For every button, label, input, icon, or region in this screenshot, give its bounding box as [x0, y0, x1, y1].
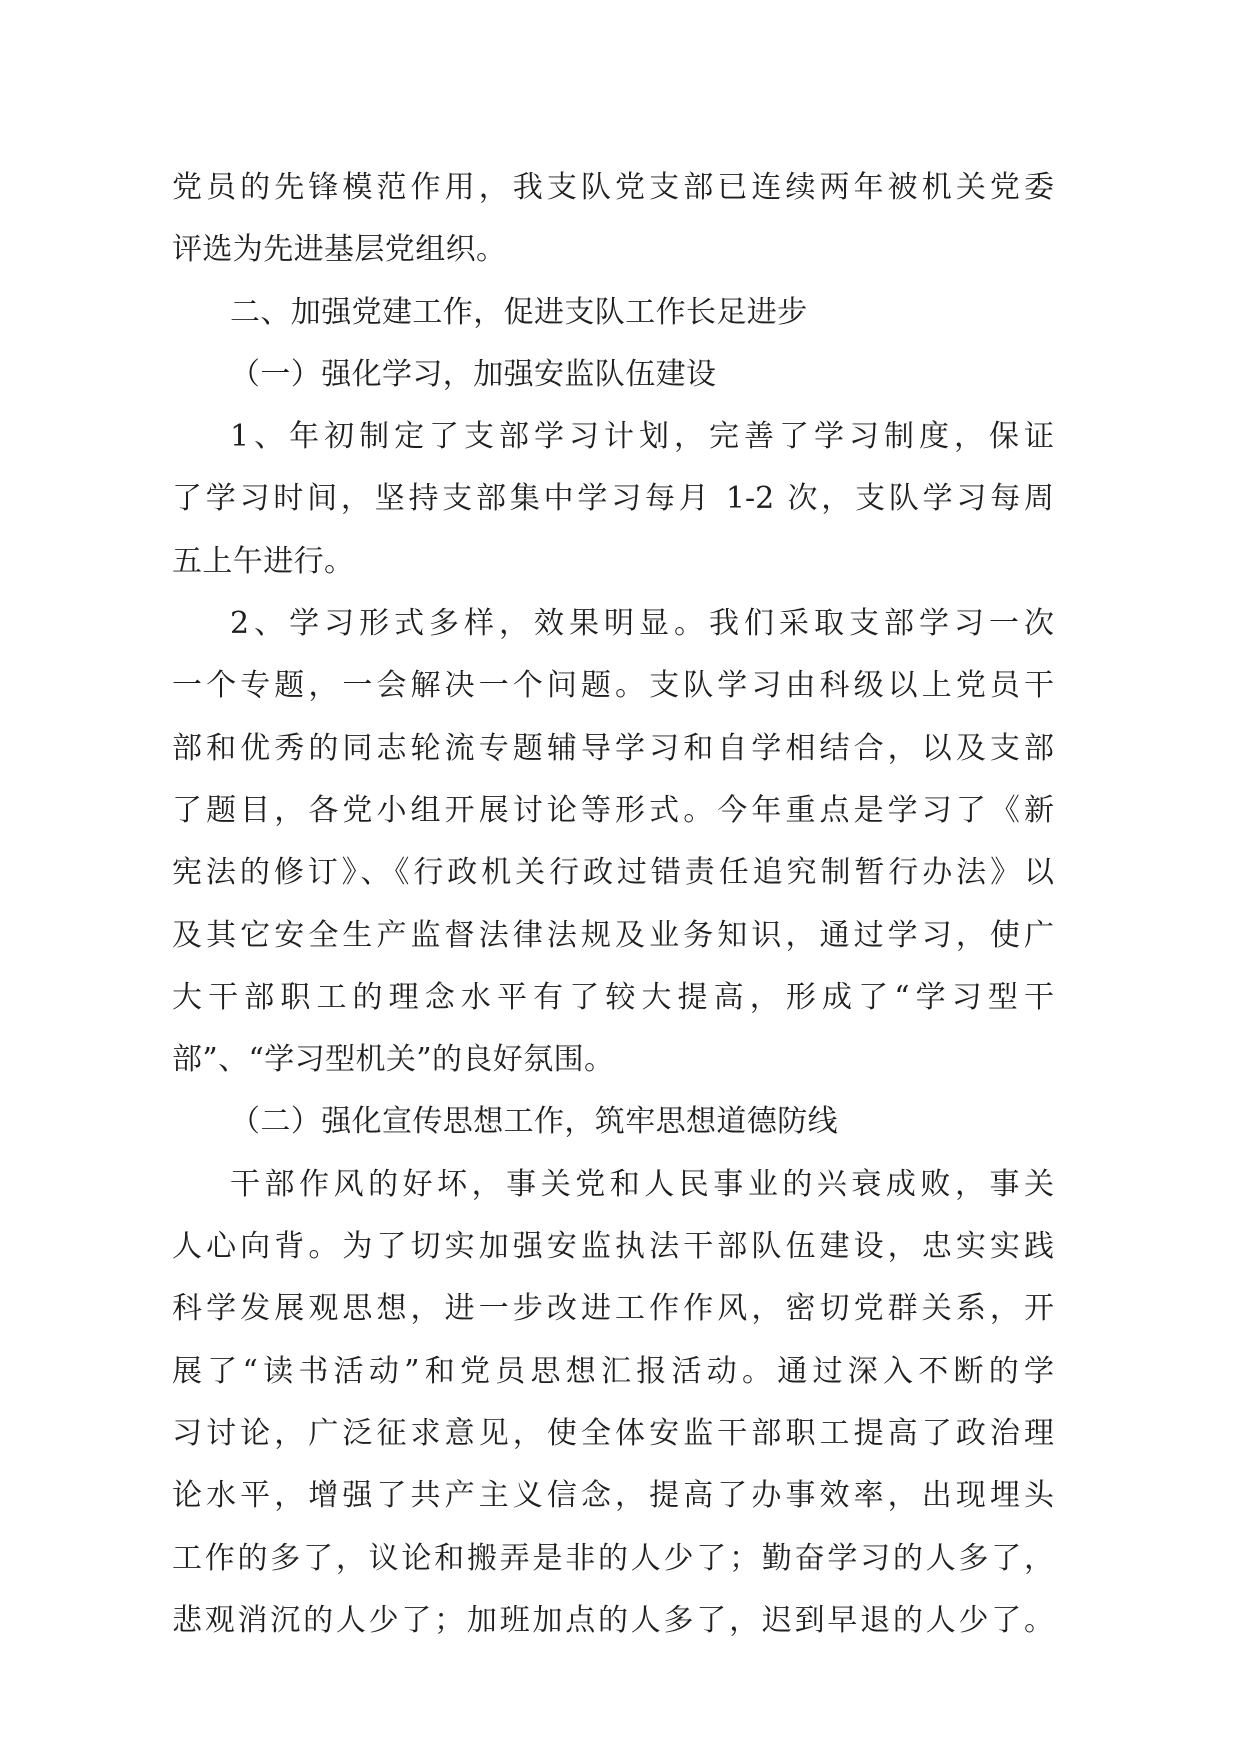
- section-heading: [172, 282, 1054, 344]
- text-line: 了学习时间，坚持支部集中学习每月 1-2 次，支队学习每周: [172, 481, 1054, 517]
- text-line: 干部作风的好坏，事关党和人民事业的兴衰成败，事关: [230, 1166, 1054, 1202]
- text-line: 习讨论，广泛征求意见，使全体安监干部职工提高了政治理: [172, 1415, 1054, 1451]
- document-body: [172, 157, 1054, 1652]
- text-line: 科学发展观思想，进一步改进工作作风，密切党群关系，开: [172, 1291, 1054, 1327]
- text-line: 五上午进行。: [172, 543, 355, 579]
- text-line: 及其它安全生产监督法律法规及业务知识，通过学习，使广: [172, 917, 1054, 953]
- text-line: 大干部职工的理念水平有了较大提高，形成了“学习型干: [172, 979, 1054, 1015]
- text-line: 宪法的修订》、《行政机关行政过错责任追究制暂行办法》以: [172, 855, 1054, 891]
- paragraph: [172, 593, 1054, 1091]
- text-line: 工作的多了，议论和搬弄是非的人少了；勤奋学习的人多了，: [172, 1540, 1054, 1576]
- subsection-heading: [172, 1091, 1054, 1153]
- text-line: 部”、“学习型机关”的良好氛围。: [172, 1042, 615, 1078]
- subsection-heading-text: （二）强化宣传思想工作，筑牢思想道德防线: [230, 1104, 838, 1140]
- text-line: 了题目，各党小组开展讨论等形式。今年重点是学习了《新: [172, 792, 1054, 828]
- paragraph: [172, 406, 1054, 593]
- text-line: 悲观消沉的人少了；加班加点的人多了，迟到早退的人少了。: [172, 1602, 1054, 1638]
- text-line: 党员的先锋模范作用，我支队党支部已连续两年被机关党委: [172, 170, 1054, 205]
- subsection-heading-text: （一）强化学习，加强安监队伍建设: [230, 356, 717, 392]
- text-line: 1、年初制定了支部学习计划，完善了学习制度，保证: [230, 419, 1054, 455]
- paragraph: [172, 157, 1054, 282]
- section-heading-text: 二、加强党建工作，促进支队工作长足进步: [230, 294, 808, 330]
- text-line: 论水平，增强了共产主义信念，提高了办事效率，出现埋头: [172, 1478, 1054, 1514]
- text-line: 评选为先进基层党组织。: [172, 232, 507, 268]
- text-line: 一个专题，一会解决一个问题。支队学习由科级以上党员干: [172, 668, 1054, 704]
- text-line: 2、学习形式多样，效果明显。我们采取支部学习一次: [230, 606, 1054, 642]
- paragraph: [172, 1154, 1054, 1652]
- text-line: 部和优秀的同志轮流专题辅导学习和自学相结合，以及支部: [172, 730, 1054, 766]
- subsection-heading: [172, 344, 1054, 406]
- text-line: 人心向背。为了切实加强安监执法干部队伍建设，忠实实践: [172, 1229, 1054, 1265]
- text-line: 展了“读书活动”和党员思想汇报活动。通过深入不断的学: [172, 1353, 1054, 1389]
